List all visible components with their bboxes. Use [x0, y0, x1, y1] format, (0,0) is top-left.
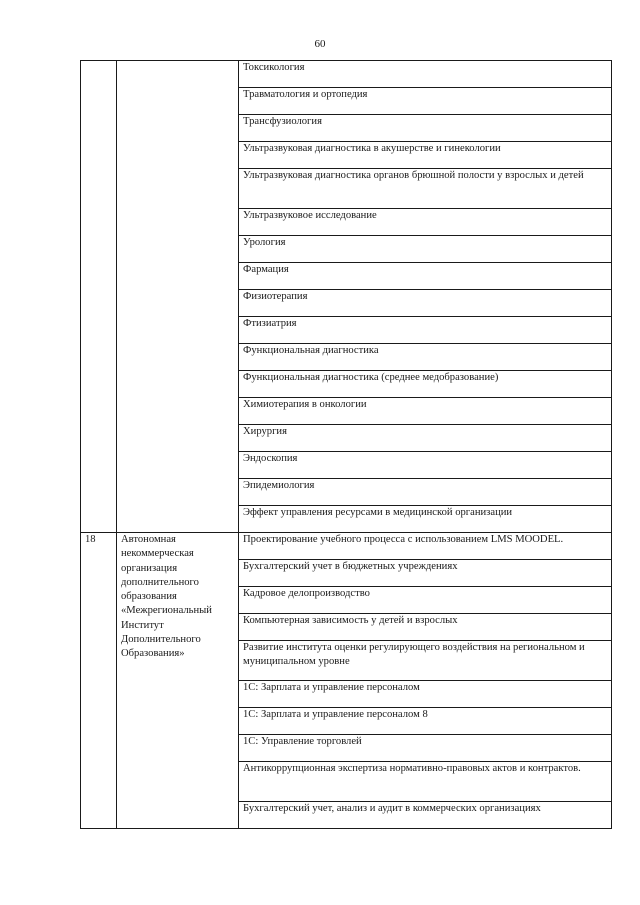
course-cell: Антикоррупционная экспертиза нормативно-правовых актов и контрактов. — [239, 762, 612, 802]
course-cell: Эпидемиология — [239, 479, 612, 506]
course-cell: Токсикология — [239, 61, 612, 88]
row-number-cell — [81, 61, 117, 533]
course-cell: Физиотерапия — [239, 290, 612, 317]
row-number-cell: 18 — [81, 533, 117, 829]
course-cell: Травматология и ортопедия — [239, 88, 612, 115]
course-cell: Бухгалтерский учет в бюджетных учреждениях — [239, 560, 612, 587]
course-cell: Фтизиатрия — [239, 317, 612, 344]
course-cell: 1С: Зарплата и управление персоналом — [239, 681, 612, 708]
course-cell: Трансфузиология — [239, 115, 612, 142]
course-cell: Хирургия — [239, 425, 612, 452]
course-cell: Проектирование учебного процесса с использованием LMS MOODEL. — [239, 533, 612, 560]
courses-table — [80, 60, 612, 829]
course-cell: Кадровое делопроизводство — [239, 587, 612, 614]
course-cell: Развитие института оценки регулирующего воздействия на региональном и муниципальном уровне — [239, 641, 612, 681]
course-cell: Функциональная диагностика — [239, 344, 612, 371]
table-row — [81, 533, 612, 560]
course-cell: Урология — [239, 236, 612, 263]
course-cell: Фармация — [239, 263, 612, 290]
course-cell: 1С: Управление торговлей — [239, 735, 612, 762]
course-cell: Эндоскопия — [239, 452, 612, 479]
course-cell: Бухгалтерский учет, анализ и аудит в коммерческих организациях — [239, 802, 612, 829]
organization-cell — [117, 61, 239, 533]
page-number: 60 — [314, 38, 326, 50]
table-row — [81, 61, 612, 88]
course-cell: Ультразвуковая диагностика органов брюшной полости у взрослых и детей — [239, 169, 612, 209]
course-cell: Эффект управления ресурсами в медицинской организации — [239, 506, 612, 533]
course-cell: Химиотерапия в онкологии — [239, 398, 612, 425]
course-cell: Функциональная диагностика (среднее медобразование) — [239, 371, 612, 398]
course-cell: Ультразвуковая диагностика в акушерстве и гинекологии — [239, 142, 612, 169]
course-cell: 1С: Зарплата и управление персоналом 8 — [239, 708, 612, 735]
organization-cell: Автономная некоммерческая организация дополнительного образования «Межрегиональный Институт Дополнительного Образования» — [117, 533, 239, 829]
course-cell: Компьютерная зависимость у детей и взрослых — [239, 614, 612, 641]
course-cell: Ультразвуковое исследование — [239, 209, 612, 236]
